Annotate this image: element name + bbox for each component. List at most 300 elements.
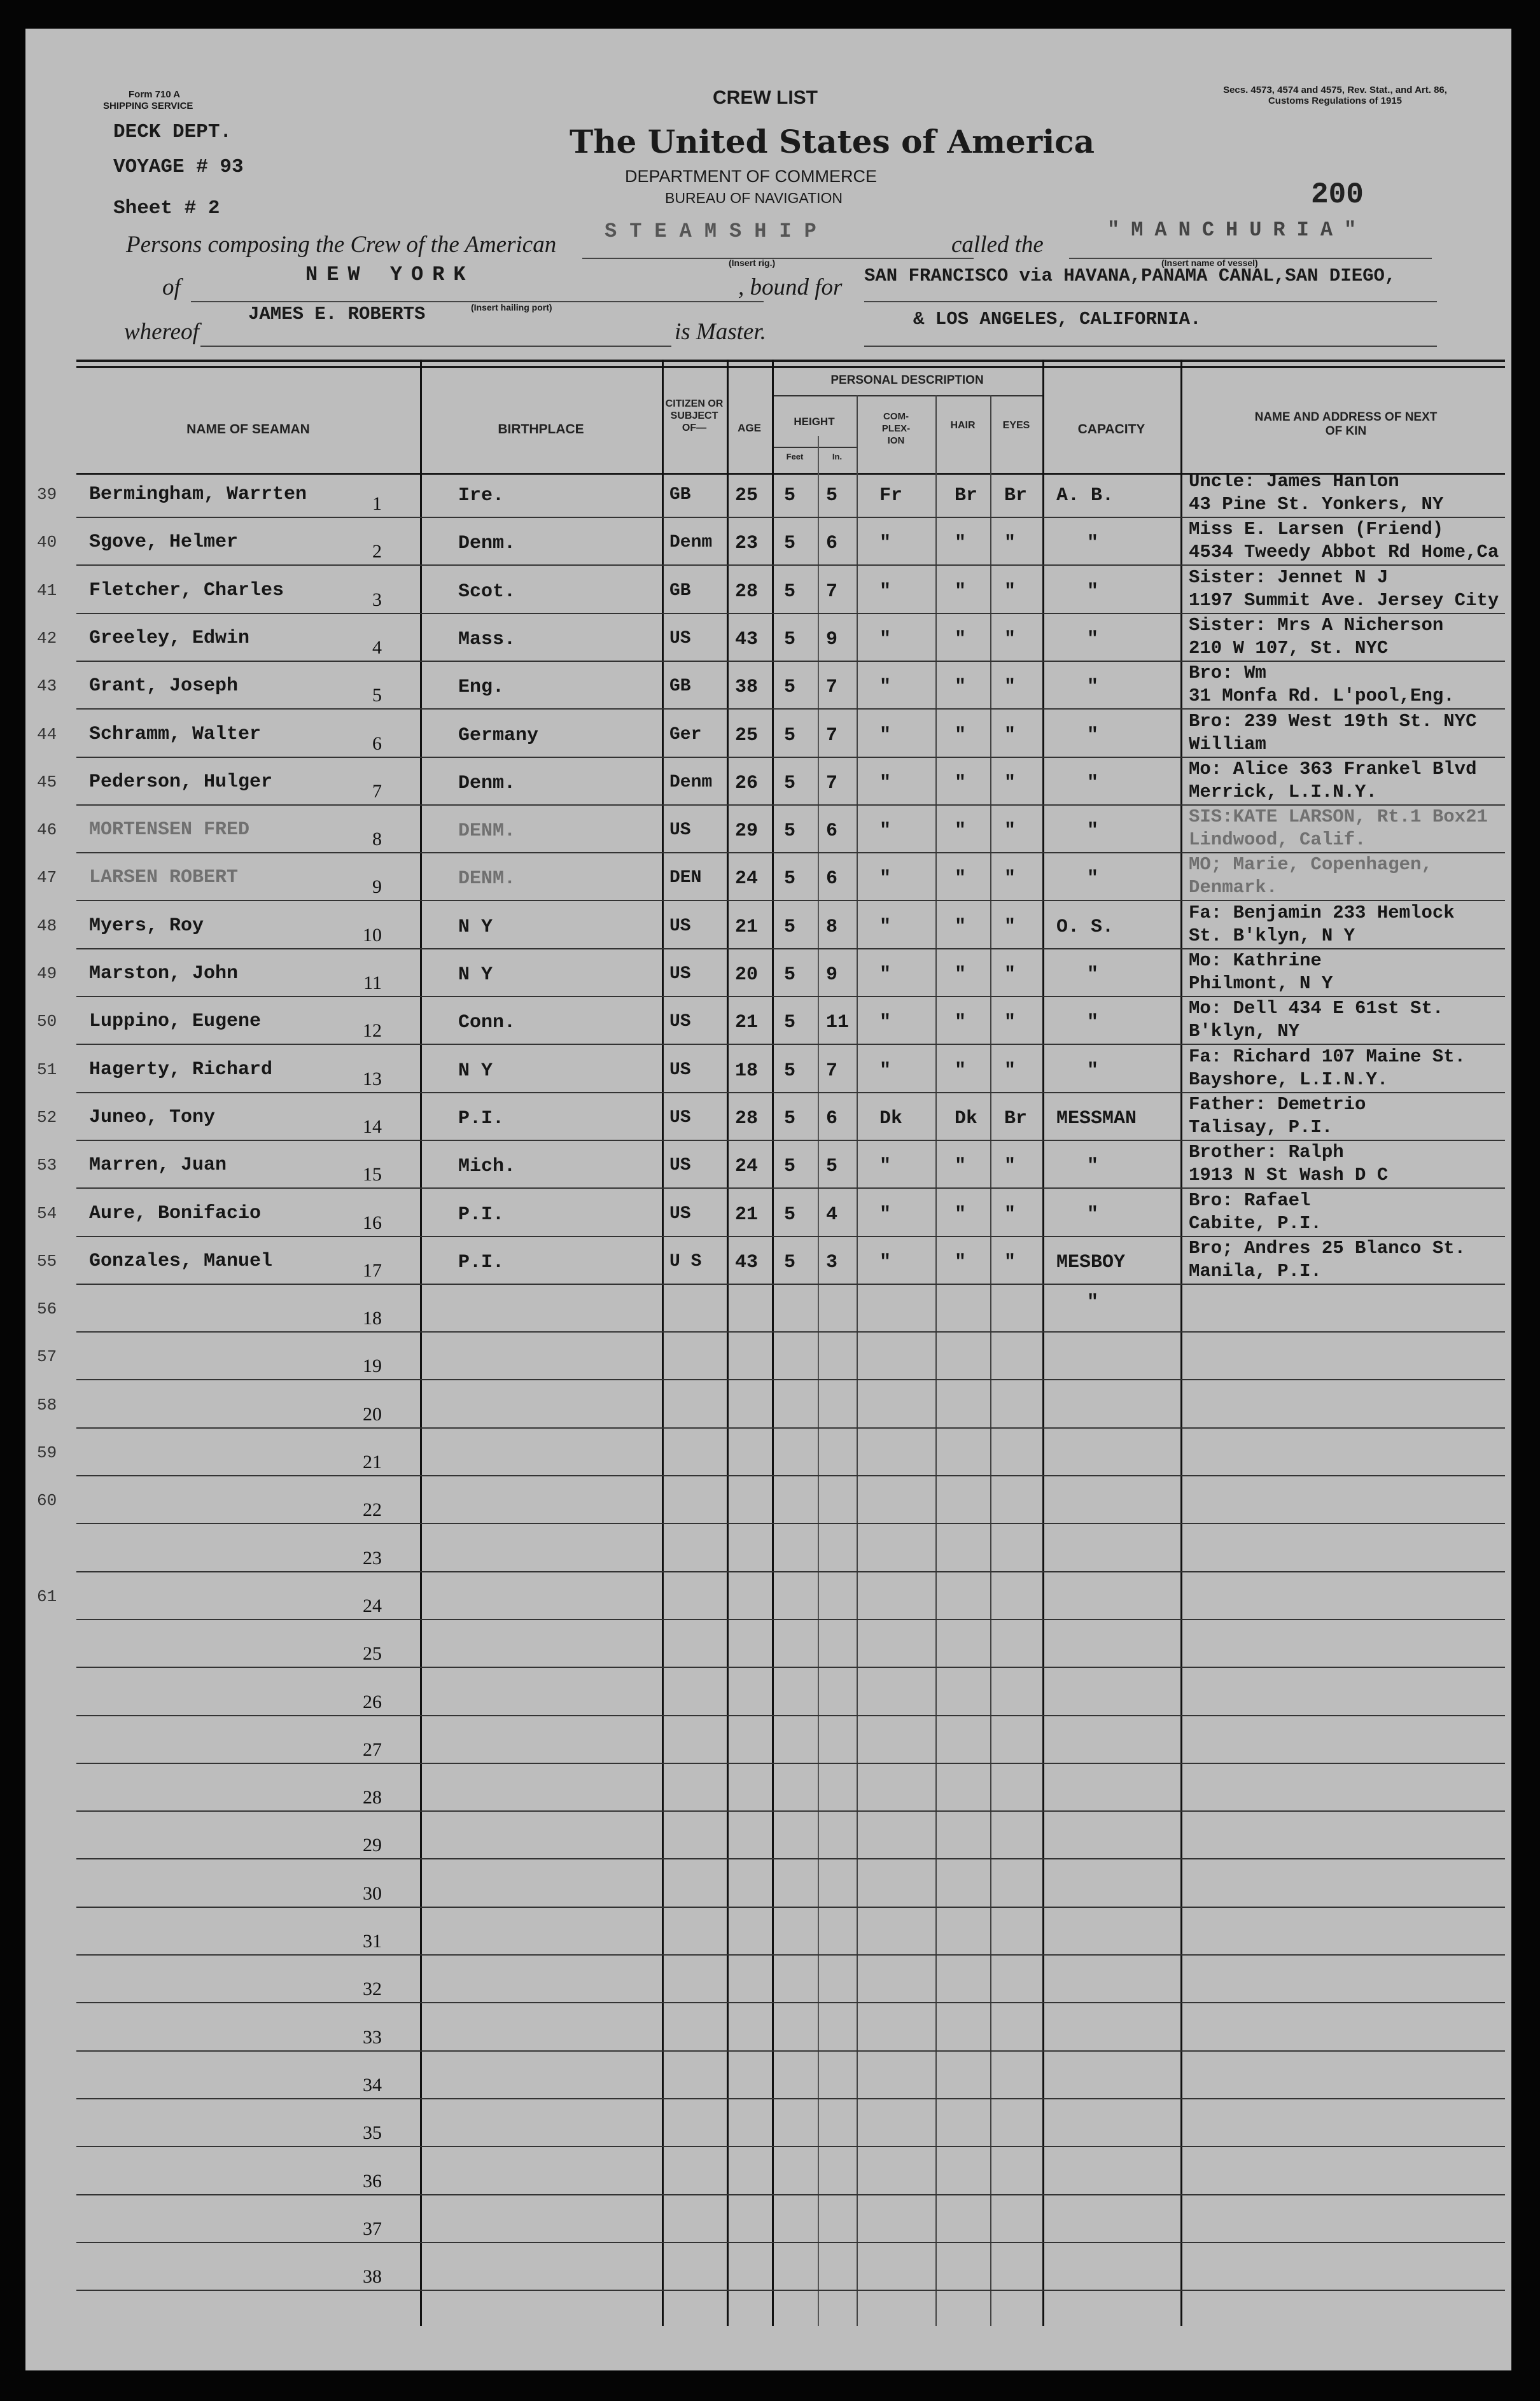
hair: " [955, 1012, 967, 1034]
margin-number: 49 [37, 964, 57, 983]
row-number: 30 [363, 1882, 382, 1904]
capacity: " [1087, 820, 1099, 843]
height-inches: 6 [826, 820, 838, 843]
row-number: 7 [372, 780, 382, 802]
row-rule [76, 1571, 1505, 1572]
age: 26 [735, 772, 759, 794]
next-of-kin-address: Manila, P.I. [1189, 1260, 1322, 1282]
next-of-kin-address: William [1189, 733, 1266, 755]
complexion: " [879, 1156, 892, 1178]
department: DECK DEPT. [113, 121, 232, 143]
age: 23 [735, 533, 759, 555]
row-rule [76, 757, 1505, 758]
capacity: " [1087, 868, 1099, 890]
header-personal-description: PERSONAL DESCRIPTION [830, 374, 984, 387]
hair: " [955, 868, 967, 890]
row-rule [76, 1236, 1505, 1237]
row-rule [76, 1523, 1505, 1524]
hair: Dk [955, 1107, 978, 1130]
age: 38 [735, 676, 759, 699]
row-rule [76, 996, 1505, 997]
vessel-name: "MANCHURIA" [1107, 218, 1368, 242]
hair: " [955, 1203, 967, 1226]
citizenship: Ger [669, 724, 702, 745]
complexion: Dk [879, 1107, 903, 1130]
margin-number: 48 [37, 916, 57, 935]
seaman-name: Grant, Joseph [89, 675, 239, 697]
height-inches: 7 [826, 724, 838, 746]
row-rule [76, 1858, 1505, 1859]
capacity: " [1087, 1203, 1099, 1226]
capacity: " [1087, 1156, 1099, 1178]
citizenship: U S [669, 1251, 702, 1271]
seaman-name: Bermingham, Warrten [89, 484, 307, 505]
seaman-name: Luppino, Eugene [89, 1011, 262, 1033]
age: 28 [735, 580, 759, 603]
next-of-kin-address: 31 Monfa Rd. L'pool,Eng. [1189, 685, 1455, 707]
row-rule [76, 2194, 1505, 2195]
hair: " [955, 628, 967, 650]
height-feet: 5 [784, 628, 796, 650]
complexion: " [879, 1060, 892, 1082]
eyes: " [1004, 820, 1016, 843]
row-rule [76, 1667, 1505, 1668]
row-rule [76, 1187, 1505, 1189]
eyes: Br [1004, 485, 1028, 507]
row-rule [76, 948, 1505, 949]
height-inches: 5 [826, 485, 838, 507]
seaman-name: Pederson, Hulger [89, 771, 273, 793]
age: 25 [735, 724, 759, 746]
row-rule [76, 1092, 1505, 1093]
birthplace: N Y [458, 1060, 493, 1082]
seaman-name: Greeley, Edwin [89, 627, 250, 649]
margin-number: 59 [37, 1443, 57, 1462]
form-number: Form 710 A [129, 89, 181, 100]
is-master-label: is Master. [675, 319, 766, 345]
seaman-name: Marren, Juan [89, 1154, 227, 1177]
height-inches: 7 [826, 676, 838, 699]
height-feet: 5 [784, 533, 796, 555]
complexion: " [879, 628, 892, 650]
row-number: 38 [363, 2266, 382, 2288]
whereof-label: whereof [124, 319, 199, 345]
hair: Br [955, 485, 978, 507]
voyage-number: VOYAGE # 93 [113, 156, 244, 178]
next-of-kin-name: Bro; Andres 25 Blanco St. [1189, 1237, 1466, 1259]
row-number: 25 [363, 1643, 382, 1665]
next-of-kin-name: Brother: Ralph [1189, 1142, 1344, 1163]
seaman-name: Schramm, Walter [89, 723, 262, 745]
master-name: JAMES E. ROBERTS [248, 304, 426, 325]
row-number: 16 [363, 1212, 382, 1233]
birthplace: Mich. [458, 1156, 516, 1178]
capacity: " [1087, 1012, 1099, 1034]
age: 20 [735, 964, 759, 986]
row-number: 35 [363, 2122, 382, 2144]
row-number: 21 [363, 1452, 382, 1473]
height-feet: 5 [784, 485, 796, 507]
eyes: " [1004, 868, 1016, 890]
crew-list-title: CREW LIST [713, 87, 818, 108]
height-inches: 7 [826, 1060, 838, 1082]
eyes: " [1004, 533, 1016, 555]
eyes: " [1004, 1156, 1016, 1178]
margin-number: 40 [37, 533, 57, 552]
height-feet: 5 [784, 580, 796, 603]
row-rule [76, 1284, 1505, 1285]
age: 24 [735, 1156, 759, 1178]
row-number: 33 [363, 2026, 382, 2048]
margin-number: 43 [37, 676, 57, 696]
seaman-name: Myers, Roy [89, 914, 204, 937]
age: 21 [735, 1012, 759, 1034]
row-rule [76, 1427, 1505, 1429]
next-of-kin-address: 4534 Tweedy Abbot Rd Home,Ca [1189, 542, 1499, 563]
seaman-name: MORTENSEN FRED [89, 819, 250, 841]
row-rule [76, 2098, 1505, 2099]
height-inches: 8 [826, 916, 838, 938]
eyes: " [1004, 1251, 1016, 1273]
next-of-kin-name: Bro: 239 West 19th St. NYC [1189, 710, 1477, 732]
age: 28 [735, 1107, 759, 1130]
hair: " [955, 820, 967, 843]
next-of-kin-name: Father: Demetrio [1189, 1093, 1366, 1115]
eyes: " [1004, 628, 1016, 650]
citizenship: Denm [669, 533, 713, 553]
row-rule [76, 661, 1505, 662]
eyes: " [1004, 772, 1016, 794]
row-rule [76, 564, 1505, 566]
complexion: " [879, 1251, 892, 1273]
seaman-name: Juneo, Tony [89, 1106, 216, 1128]
capacity: " [1087, 580, 1099, 603]
capacity: " [1087, 1060, 1099, 1082]
vessel-caption: (Insert name of vessel) [1161, 258, 1258, 268]
citizenship: Denm [669, 772, 713, 792]
capacity: " [1087, 533, 1099, 555]
height-feet: 5 [784, 1251, 796, 1273]
next-of-kin-address: Talisay, P.I. [1189, 1116, 1333, 1138]
row-rule [76, 708, 1505, 710]
row-number: 8 [372, 829, 382, 850]
hair: " [955, 533, 967, 555]
height-inches: 6 [826, 533, 838, 555]
margin-number: 47 [37, 868, 57, 888]
capacity-ditto: " [1087, 1292, 1099, 1314]
margin-number: 57 [37, 1347, 57, 1367]
bound-for-label: , bound for [738, 274, 843, 300]
seaman-name: Gonzales, Manuel [89, 1250, 273, 1272]
row-rule [76, 2050, 1505, 2052]
row-number: 13 [363, 1068, 382, 1089]
complexion: " [879, 1012, 892, 1034]
birthplace: N Y [458, 916, 493, 938]
age: 43 [735, 1251, 759, 1273]
destination-line-2: & LOS ANGELES, CALIFORNIA. [913, 309, 1201, 330]
citizenship: US [669, 1060, 691, 1080]
citizenship: US [669, 820, 691, 841]
height-feet: 5 [784, 1012, 796, 1034]
height-inches: 3 [826, 1251, 838, 1273]
of-label: of [162, 274, 181, 300]
row-rule [76, 1044, 1505, 1045]
row-rule [76, 1140, 1505, 1141]
height-inches: 9 [826, 964, 838, 986]
age: 43 [735, 628, 759, 650]
row-rule [76, 2242, 1505, 2243]
row-number: 5 [372, 685, 382, 706]
hair: " [955, 916, 967, 938]
row-rule [76, 1763, 1505, 1764]
height-inches: 11 [826, 1012, 850, 1034]
row-number: 4 [372, 636, 382, 658]
row-rule [76, 1907, 1505, 1908]
next-of-kin-name: Mo: Alice 363 Frankel Blvd [1189, 758, 1477, 780]
age: 24 [735, 868, 759, 890]
header-height: HEIGHT [794, 416, 835, 428]
birthplace: P.I. [458, 1203, 505, 1226]
row-number: 34 [363, 2074, 382, 2096]
statute-reference: Secs. 4573, 4574 and 4575, Rev. Stat., and Art. 86, Customs Regulations of 1915 [1223, 85, 1447, 106]
height-feet: 5 [784, 1156, 796, 1178]
birthplace: P.I. [458, 1251, 505, 1273]
birthplace: DENM. [458, 820, 516, 843]
seaman-name: Hagerty, Richard [89, 1058, 273, 1081]
row-number: 37 [363, 2218, 382, 2239]
capacity: O. S. [1056, 916, 1114, 938]
row-rule [76, 1379, 1505, 1380]
row-rule [76, 900, 1505, 901]
header-complexion: COM-PLEX-ION [881, 411, 911, 446]
hair: " [955, 1060, 967, 1082]
capacity: MESSMAN [1056, 1107, 1137, 1130]
row-rule [76, 1331, 1505, 1333]
complexion: " [879, 916, 892, 938]
citizenship: GB [669, 485, 691, 505]
row-rule [76, 1715, 1505, 1716]
margin-number: 52 [37, 1107, 57, 1127]
row-number: 31 [363, 1931, 382, 1952]
margin-number: 60 [37, 1491, 57, 1511]
next-of-kin-address: Bayshore, L.I.N.Y. [1189, 1068, 1389, 1090]
row-number: 11 [363, 972, 382, 993]
next-of-kin-name: Bro: Wm [1189, 662, 1266, 684]
margin-number: 44 [37, 724, 57, 744]
birthplace: Eng. [458, 676, 505, 699]
crew-table [37, 360, 1505, 2326]
header-feet: Feet [786, 452, 804, 461]
complexion: " [879, 724, 892, 746]
margin-number: 50 [37, 1012, 57, 1032]
hair: " [955, 724, 967, 746]
birthplace: DENM. [458, 868, 516, 890]
margin-number: 56 [37, 1299, 57, 1319]
next-of-kin-address: Lindwood, Calif. [1189, 829, 1366, 851]
margin-number: 51 [37, 1060, 57, 1079]
eyes: " [1004, 916, 1016, 938]
rig-caption: (Insert rig.) [729, 258, 776, 268]
age: 18 [735, 1060, 759, 1082]
seaman-name: LARSEN ROBERT [89, 867, 239, 889]
row-number: 24 [363, 1595, 382, 1616]
vessel-rig: STEAMSHIP [605, 220, 829, 243]
header-inches: In. [832, 452, 843, 461]
birthplace: Germany [458, 724, 539, 746]
birthplace: Conn. [458, 1012, 516, 1034]
crew-list-sheet [25, 29, 1511, 2370]
citizenship: US [669, 1107, 691, 1128]
height-feet: 5 [784, 676, 796, 699]
row-rule [76, 2146, 1505, 2147]
citizenship: US [669, 1156, 691, 1176]
complexion: " [879, 772, 892, 794]
height-feet: 5 [784, 1060, 796, 1082]
birthplace: P.I. [458, 1107, 505, 1130]
complexion: " [879, 580, 892, 603]
height-feet: 5 [784, 1107, 796, 1130]
height-inches: 7 [826, 580, 838, 603]
row-number: 29 [363, 1835, 382, 1856]
complexion: " [879, 676, 892, 699]
height-inches: 4 [826, 1203, 838, 1226]
height-inches: 6 [826, 1107, 838, 1130]
row-number: 10 [363, 924, 382, 946]
birthplace: Scot. [458, 580, 516, 603]
statement-prefix: Persons composing the Crew of the American [126, 232, 557, 258]
birthplace: Ire. [458, 485, 505, 507]
margin-number: 45 [37, 772, 57, 792]
hair: " [955, 772, 967, 794]
hair: " [955, 580, 967, 603]
next-of-kin-name: Mo: Dell 434 E 61st St. [1189, 998, 1444, 1019]
citizenship: US [669, 1012, 691, 1032]
height-inches: 6 [826, 868, 838, 890]
eyes: " [1004, 676, 1016, 699]
sheet-number: Sheet # 2 [113, 197, 220, 220]
next-of-kin-name: Fa: Benjamin 233 Hemlock [1189, 902, 1455, 923]
row-number: 3 [372, 589, 382, 610]
row-rule [76, 613, 1505, 614]
next-of-kin-name: Uncle: James Hanlon [1189, 471, 1399, 492]
next-of-kin-address: 1913 N St Wash D C [1189, 1165, 1389, 1186]
citizenship: US [669, 916, 691, 936]
capacity: MESBOY [1056, 1251, 1126, 1273]
row-number: 6 [372, 732, 382, 754]
complexion: " [879, 868, 892, 890]
margin-number: 61 [37, 1586, 57, 1606]
complexion: " [879, 1203, 892, 1226]
eyes: " [1004, 1203, 1016, 1226]
citizenship: US [669, 964, 691, 984]
row-number: 28 [363, 1787, 382, 1809]
margin-number: 54 [37, 1203, 57, 1223]
next-of-kin-address: Merrick, L.I.N.Y. [1189, 781, 1377, 802]
header-hair: HAIR [950, 420, 976, 431]
height-inches: 9 [826, 628, 838, 650]
row-number: 23 [363, 1547, 382, 1569]
next-of-kin-name: Sister: Jennet N J [1189, 566, 1389, 588]
row-number: 17 [363, 1259, 382, 1281]
citizenship: GB [669, 580, 691, 601]
row-number: 19 [363, 1355, 382, 1377]
row-rule [76, 804, 1505, 806]
row-number: 27 [363, 1739, 382, 1760]
seaman-name: Marston, John [89, 963, 239, 984]
height-feet: 5 [784, 916, 796, 938]
height-feet: 5 [784, 964, 796, 986]
next-of-kin-name: SIS:KATE LARSON, Rt.1 Box21 [1189, 806, 1488, 828]
header-birthplace: BIRTHPLACE [498, 422, 584, 437]
row-number: 2 [372, 541, 382, 563]
row-rule [76, 2290, 1505, 2291]
hailing-port: NEW YORK [305, 263, 475, 286]
margin-number: 41 [37, 580, 57, 600]
bureau-name: BUREAU OF NAVIGATION [665, 190, 843, 206]
department-name: DEPARTMENT OF COMMERCE [625, 167, 878, 186]
next-of-kin-name: Miss E. Larsen (Friend) [1189, 519, 1444, 540]
hair: " [955, 676, 967, 699]
capacity: A. B. [1056, 485, 1114, 507]
next-of-kin-name: Mo: Kathrine [1189, 950, 1322, 971]
height-feet: 5 [784, 868, 796, 890]
citizenship: US [669, 1203, 691, 1224]
row-number: 15 [363, 1164, 382, 1186]
next-of-kin-address: Denmark. [1189, 877, 1278, 899]
row-rule [76, 1810, 1505, 1812]
citizenship: GB [669, 676, 691, 697]
seaman-name: Fletcher, Charles [89, 579, 284, 601]
country-heading: The United States of America [570, 123, 1095, 160]
next-of-kin-address: Philmont, N Y [1189, 973, 1333, 994]
header-age: AGE [738, 422, 761, 434]
eyes: " [1004, 724, 1016, 746]
eyes: " [1004, 580, 1016, 603]
height-inches: 5 [826, 1156, 838, 1178]
called-label: called the [951, 232, 1044, 258]
height-feet: 5 [784, 1203, 796, 1226]
hair: " [955, 1156, 967, 1178]
row-number: 1 [372, 493, 382, 514]
birthplace: Denm. [458, 533, 516, 555]
row-rule [76, 2002, 1505, 2003]
margin-number: 58 [37, 1395, 57, 1415]
complexion: Fr [879, 485, 903, 507]
margin-number: 39 [37, 485, 57, 504]
next-of-kin-name: Fa: Richard 107 Maine St. [1189, 1046, 1466, 1067]
eyes: " [1004, 1012, 1016, 1034]
row-number: 26 [363, 1691, 382, 1712]
capacity: " [1087, 724, 1099, 746]
row-number: 9 [372, 876, 382, 898]
eyes: Br [1004, 1107, 1028, 1130]
row-rule [76, 1475, 1505, 1476]
next-of-kin-address: Cabite, P.I. [1189, 1212, 1322, 1234]
row-number: 36 [363, 2170, 382, 2192]
age: 21 [735, 1203, 759, 1226]
destination-line-1: SAN FRANCISCO via HAVANA,PANAMA CANAL,SAN DIEGO, [864, 265, 1396, 286]
hair: " [955, 1251, 967, 1273]
header-citizen: CITIZEN OR SUBJECT OF— [665, 398, 724, 433]
margin-number: 55 [37, 1251, 57, 1271]
age: 25 [735, 485, 759, 507]
seaman-name: Aure, Bonifacio [89, 1202, 262, 1224]
next-of-kin-address: B'klyn, NY [1189, 1021, 1300, 1042]
birthplace: N Y [458, 964, 493, 986]
eyes: " [1004, 964, 1016, 986]
capacity: " [1087, 628, 1099, 650]
header-name: NAME OF SEAMAN [186, 422, 310, 437]
